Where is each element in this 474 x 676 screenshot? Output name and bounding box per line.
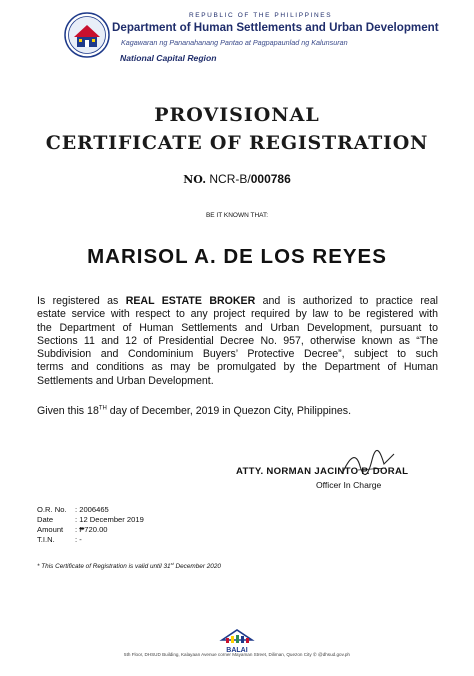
body-line-2: estate service with respect to any project required by law to be registered with xyxy=(37,308,438,321)
validity-suffix: December 2020 xyxy=(173,563,221,570)
body-line-1-role: REAL ESTATE BROKER xyxy=(125,295,256,307)
payment-details xyxy=(37,505,144,545)
body-line-7: Settlements and Urban Development. xyxy=(37,374,214,387)
body-line-5: Subdivision and Condominium Buyers’ Protective Decree”, subject to such xyxy=(37,348,438,361)
payment-row xyxy=(37,505,144,515)
dhsud-seal-icon xyxy=(64,12,110,58)
registration-no-label: NO. xyxy=(183,173,207,186)
body-line-3: the Department of Human Settlements and Urban Development, pursuant to xyxy=(37,321,438,334)
validity-note xyxy=(37,560,221,570)
payment-label: T.I.N. xyxy=(37,535,55,544)
body-line-1-a: Is registered as xyxy=(37,295,126,307)
registrant-name: MARISOL A. DE LOS REYES xyxy=(87,245,387,268)
certificate-body xyxy=(37,295,438,388)
given-suffix: day of December, 2019 in Quezon City, Philippines. xyxy=(106,405,352,417)
header-region: National Capital Region xyxy=(120,53,217,63)
title-line-1: PROVISIONAL xyxy=(154,104,320,126)
given-ordinal: TH xyxy=(98,405,107,412)
payment-row xyxy=(37,525,144,535)
payment-value: : ₱720.00 xyxy=(75,525,108,534)
signatory-name: ATTY. NORMAN JACINTO P. DORAL xyxy=(236,466,409,477)
registration-number xyxy=(0,172,474,186)
payment-value: : - xyxy=(75,535,82,544)
body-line-6: terms and conditions as may be promulgated by the Department of Human xyxy=(37,361,438,374)
header-tagline: Kagawaran ng Pananahanang Pantao at Pagpapaunlad ng Kalunsuran xyxy=(121,38,348,47)
payment-label: Date xyxy=(37,515,54,524)
given-prefix: Given this 18 xyxy=(37,405,99,417)
payment-value: : 2006465 xyxy=(75,505,109,514)
body-line-1 xyxy=(37,295,438,308)
payment-row xyxy=(37,515,144,525)
registration-series: NCR-B/ xyxy=(209,172,251,186)
body-line-4: Sections 11 and 12 of Presidential Decree No. 957, otherwise known as “The xyxy=(37,334,438,347)
payment-label: Amount xyxy=(37,525,64,534)
payment-label: O.R. No. xyxy=(37,505,67,514)
signatory-title: Officer In Charge xyxy=(316,480,382,490)
validity-prefix: * This Certificate of Registration is valid until 31 xyxy=(37,563,171,570)
balai-logo-text: BALAI xyxy=(226,647,248,654)
header-republic: REPUBLIC OF THE PHILIPPINES xyxy=(189,12,333,19)
footer-address: 5th Floor, DHSUD Building, Kalayaan Avenue corner Mayaman Street, Diliman, Quezon City ✆ @dhsud.gov.ph xyxy=(124,652,350,657)
registration-serial: 000786 xyxy=(250,172,291,186)
be-it-known-text: BE IT KNOWN THAT: xyxy=(205,212,269,219)
title-line-2: CERTIFICATE OF REGISTRATION xyxy=(45,132,429,154)
body-line-1-c: and is authorized to practice real xyxy=(255,295,438,307)
given-date-line xyxy=(37,405,351,417)
payment-value: : 12 December 2019 xyxy=(75,515,144,524)
payment-row xyxy=(37,535,144,545)
balai-logo-icon xyxy=(218,628,256,654)
validity-ordinal: st xyxy=(170,560,174,566)
header-department: Department of Human Settlements and Urban Development xyxy=(112,21,439,34)
